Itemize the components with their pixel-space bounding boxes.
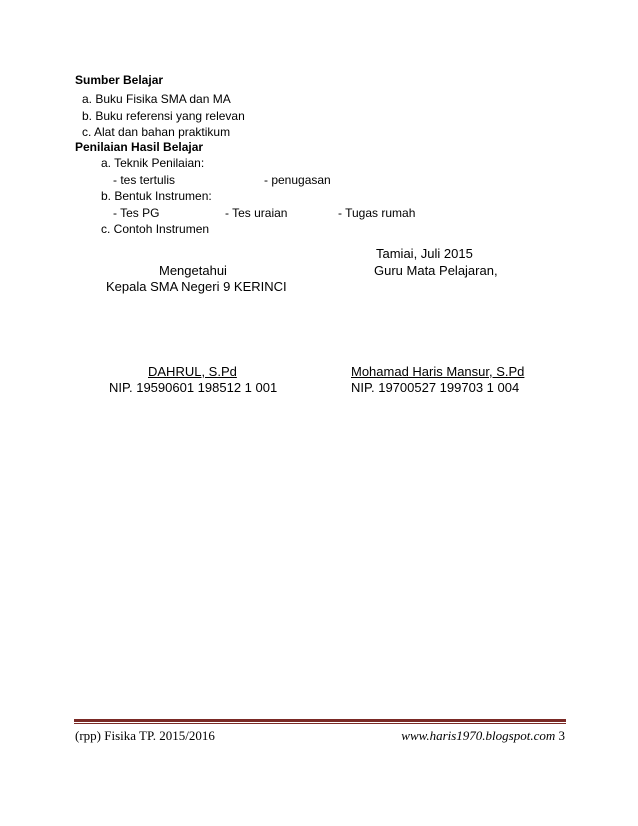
list-item: - tes tertulis bbox=[113, 173, 176, 187]
right-signer-role: Guru Mata Pelajaran, bbox=[374, 263, 498, 278]
page-number: 3 bbox=[558, 728, 565, 743]
bentuk-instrumen-label: b. Bentuk Instrumen: bbox=[101, 189, 212, 203]
list-item: b. Buku referensi yang relevan bbox=[82, 109, 245, 123]
left-signer-nip: NIP. 19590601 198512 1 001 bbox=[109, 380, 278, 395]
footer-document-title: (rpp) Fisika TP. 2015/2016 bbox=[75, 728, 215, 743]
footer-right-group bbox=[401, 728, 565, 743]
footer-url[interactable]: www.haris1970.blogspot.com bbox=[401, 728, 556, 743]
left-signer-position: Kepala SMA Negeri 9 KERINCI bbox=[106, 279, 287, 294]
right-signer-name: Mohamad Haris Mansur, S.Pd bbox=[351, 364, 525, 379]
footer-rule bbox=[74, 719, 566, 722]
list-item: a. Buku Fisika SMA dan MA bbox=[82, 92, 231, 106]
list-item: - Tes uraian bbox=[225, 206, 288, 220]
list-item: c. Alat dan bahan praktikum bbox=[82, 125, 231, 139]
place-date: Tamiai, Juli 2015 bbox=[376, 246, 473, 261]
right-signer-nip: NIP. 19700527 199703 1 004 bbox=[351, 380, 520, 395]
left-signer-role: Mengetahui bbox=[159, 263, 227, 278]
list-item: - Tugas rumah bbox=[338, 206, 416, 220]
contoh-instrumen-label: c. Contoh Instrumen bbox=[101, 222, 210, 236]
section-heading-penilaian: Penilaian Hasil Belajar bbox=[75, 140, 204, 154]
list-item: - Tes PG bbox=[113, 206, 160, 220]
teknik-penilaian-label: a. Teknik Penilaian: bbox=[101, 156, 205, 170]
list-item: - penugasan bbox=[264, 173, 331, 187]
section-heading-sumber-belajar: Sumber Belajar bbox=[75, 73, 164, 87]
footer-rule-thin bbox=[74, 723, 566, 724]
left-signer-name: DAHRUL, S.Pd bbox=[148, 364, 237, 379]
